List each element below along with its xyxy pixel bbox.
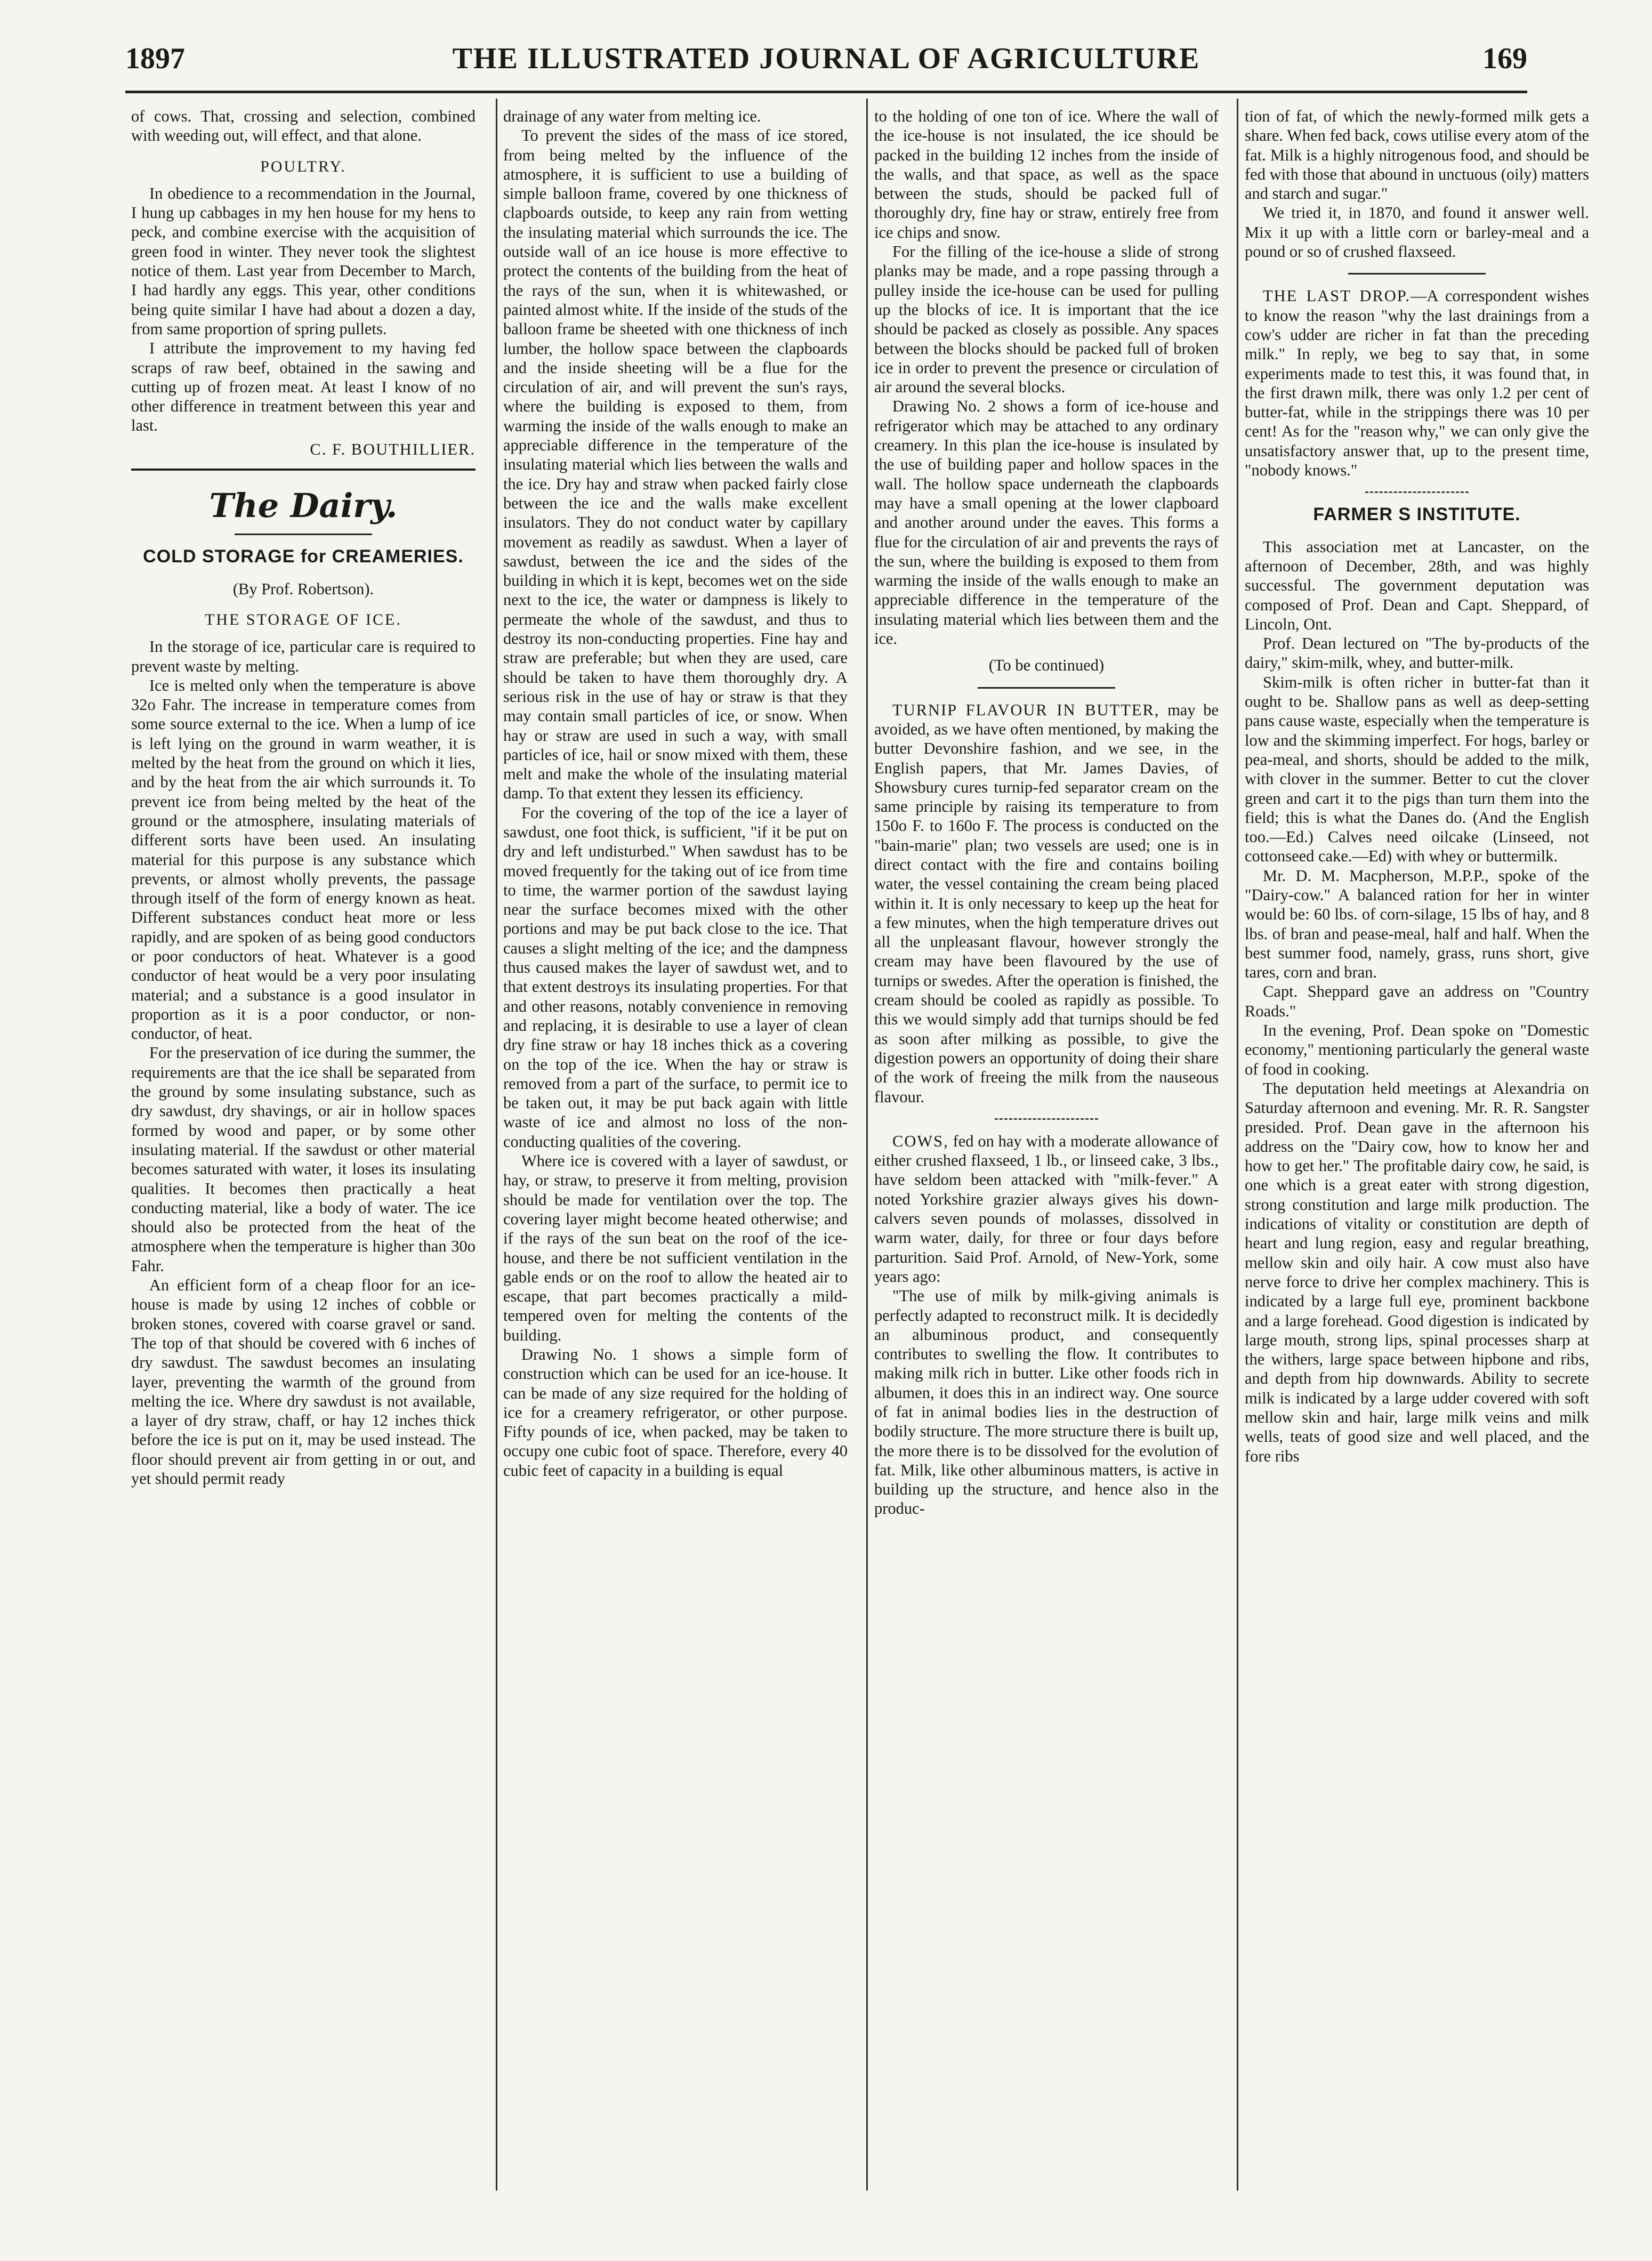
subheading-storage-of-ice: THE STORAGE OF ICE. [205,610,402,628]
paragraph: Drawing No. 2 shows a form of ice-house and refrigerator which may be attached to any ordinary creamery. In this plan the ice-house is insulated by the use of building paper and hollow spaces in the wall. The hollow space underneath the clapboards may have a small opening at the lower clapboard and another around under the eaves. This forms a flue for the circulation of air and prevents the rays of the sun, where the building is exposed to them from warming the inside of the walls enough to make an appreciable difference in the temperature of the insulating material which lies between them and the ice. [874,397,1219,648]
author-signature: C. F. BOUTHILLIER. [310,440,476,458]
column-1 [131,107,476,2196]
section-rule [1365,491,1469,493]
page-number: 169 [1482,42,1527,75]
paragraph: Skim-milk is often richer in butter-fat than it ought to be. Shallow pans as well as deep-setting pans cause waste, especially when the temperature is low and the skimming imperfect. For hogs, barley or pea-meal, and shorts, should be added to the milk, with clover in the summer. Better to cut the clover green and cart it to the pigs than turn them into the field; this is what the Danes do. (And the English too.—Ed.) Calves need oilcake (Linseed, not cottonseed cake.—Ed) with whey or buttermilk. [1245,673,1589,866]
article-lead-last-drop: THE LAST DROP. [1263,287,1411,305]
paragraph: may be avoided, as we have often mentioned, by making the butter Devonshire fashion, and we see, in the English papers, that Mr. James Davies, of Showsbury cures turnip-fed separator cream on the same principle by raising its temperature to from 150o F. to 160o F. The process is conducted on the "bain-marie" plan; two vessels are used; one is in direct contact with the fire and contains boiling water, the vessel containing the cream being placed within it. It is only necessary to keep up the heat for a few minutes, when the high temperature drives out all the unpleasant flavour, however strongly the cream may have been flavoured by the use of turnips or swedes. After the operation is finished, the cream should be cooled as rapidly as possible. To this we would simply add that turnips should be fed as soon after milking as possible, to give the digestion powers an opportunity of doing their share of the work of freeing the milk from the nauseous flavour. [874,700,1219,1106]
header-year: 1897 [125,42,185,75]
section-rule [1348,273,1486,274]
paragraph: For the covering of the top of the ice a layer of sawdust, one foot thick, is sufficient, "if it be put on dry and left undisturbed." When sawdust has to be moved frequently for the taking out of ice from time to time, the warmer portion of the sawdust laying near the surface becomes mixed with the other portions and may be put back close to the ice. That causes a slight melting of the ice; and the dampness thus caused makes the layer of sawdust wet, and to that extent destroys its insulating properties. For that and other reasons, notably convenience in removing and replacing, it is desirable to use a layer of clean dry fine straw or hay 18 inches thick as a covering on the top of the ice. When the hay or straw is removed from a part of the surface, to permit ice to be taken out, it may be put back again with little waste of ice and almost no loss of the non-conducting qualities of the covering. [503,803,848,1151]
paragraph: Prof. Dean lectured on "The by-products of the dairy," skim-milk, whey, and butter-milk. [1245,634,1589,672]
paragraph: I attribute the improvement to my having fed scraps of raw beef, obtained in the sawing and cutting up of frozen meat. At least I know of no other difference in treatment between this year and last. [131,339,476,435]
header-rule [125,91,1527,93]
journal-title: THE ILLUSTRATED JOURNAL OF AGRICULTURE [452,42,1200,75]
paragraph: Drawing No. 1 shows a simple form of construction which can be used for an ice-house. It can be made of any size required for the holding of ice for a creamery refrigerator, or other purpose. Fifty pounds of ice, when packed, may be taken to occupy one cubic foot of space. Therefore, every 40 cubic feet of capacity in a building is equal [503,1345,848,1480]
paragraph: tion of fat, of which the newly-formed milk gets a share. When fed back, cows utilise every atom of the fat. Milk is a highly nitrogenous food, and should be fed with those that abound in unctuous (oily) matters and starch and sugar." [1245,107,1589,203]
article-title-farmers-institute: FARMER S INSTITUTE. [1313,504,1521,525]
paragraph: A correspondent wishes to know the reason "why the last drainings from a cow's udder are richer in fat than the preceding milk." In reply, we beg to say that, in some experiments made to test this, it was found that, in the first drawn milk, there was only 1.2 per cent of butter-fat, while in the strippings there was 10 per cent! As for the "reason why," we can only give the unsatisfactory answer that, up to the present time, "nobody knows." [1245,287,1589,480]
paragraph: fed on hay with a moderate allowance of either crushed flaxseed, 1 lb., or linseed cake, 3 lbs., have seldom been attacked with "milk-fever." A noted Yorkshire grazier always gives his down-calvers seven pounds of molasses, dissolved in warm water, daily, for three or four days before parturition. Said Prof. Arnold, of New-York, some years ago: [874,1132,1219,1286]
column-2 [503,107,848,2196]
paragraph: In the evening, Prof. Dean spoke on "Domestic economy," mentioning particularly the general waste of food in cooking. [1245,1021,1589,1078]
article-lead-turnip: TURNIP FLAVOUR IN BUTTER, [892,700,1160,719]
paragraph: In the storage of ice, particular care is required to prevent waste by melting. [131,637,476,675]
byline: (By Prof. Robertson). [232,579,374,598]
paragraph: For the preservation of ice during the summer, the requirements are that the ice shall be separated from the ground by some insulating substance, such as dry sawdust, dry shavings, or air in hollow spaces formed by wood and paper, or by some other insulating material. If the sawdust or other material becomes saturated with water, it loses its insulating qualities. It becomes then practically a heat conducting material, like a body of water. The ice should also be protected from the heat of the atmosphere when the temperature is higher than 30o Fahr. [131,1044,476,1275]
article-title-cold-storage: COLD STORAGE for CREAMERIES. [143,546,464,567]
column-divider [866,99,868,2191]
paragraph: "The use of milk by milk-giving animals is perfectly adapted to reconstruct milk. It is decidedly an albuminous product, and consequently contributes to swelling the flow. It contributes to making milk rich in butter. Like other foods rich in albumen, it does this in an indirect way. One source of fat in animal bodies lies in the destruction of bodily structure. The more structure there is built up, the more there is to be dissolved for the evolution of fat. Milk, like other albuminous matters, is active in building up the structure, and hence also in the produc- [874,1287,1219,1518]
section-title-dairy: The Dairy. [209,486,398,526]
column-divider [1237,99,1238,2191]
paragraph: Mr. D. M. Macpherson, M.P.P., spoke of the "Dairy-cow." A balanced ration for her in winter would be: 60 lbs. of corn-silage, 15 lbs of hay, and 8 lbs. of bran and pease-meal, half and half. When the best summer food, namely, grass, runs short, give tares, corn and bran. [1245,866,1589,982]
paragraph: For the filling of the ice-house a slide of strong planks may be made, and a rope passing through a pulley inside the ice-house can be used for pulling up the blocks of ice. It is important that the ice should be packed as closely as possible. Any spaces between the blocks should be packed full of broken ice in order to prevent the presence or circulation of air around the several blocks. [874,243,1219,397]
paragraph: An efficient form of a cheap floor for an ice-house is made by using 12 inches of cobble or broken stones, covered with coarse gravel or sand. The top of that should be covered with 6 inches of dry sawdust. The sawdust becomes an insulating layer, preventing the warmth of the ground from melting the ice. Where dry sawdust is not available, a layer of dry straw, chaff, or hay 12 inches thick before the ice is put on it, may be used instead. The floor should prevent air from getting in or out, and yet should permit ready [131,1276,476,1488]
paragraph: We tried it, in 1870, and found it answer well. Mix it up with a little corn or barley-meal and a pound or so of crushed flaxseed. [1245,204,1589,261]
paragraph: This association met at Lancaster, on the afternoon of December, 28th, and was highly successful. The government deputation was composed of Prof. Dean and Capt. Sheppard, of Lincoln, Ont. [1245,537,1589,633]
section-rule [235,534,372,535]
column-divider [496,99,497,2191]
paragraph: of cows. That, crossing and selection, combined with weeding out, will effect, and that alone. [131,107,476,145]
paragraph: The deputation held meetings at Alexandria on Saturday afternoon and evening. Mr. R. R. Sangster presided. Prof. Dean gave in the afternoon his address on the "Dairy cow, how to know her and how to get her." The profitable dairy cow, he said, is one which is a great eater with strong digestion, strong constitution and large milk production. The indications of vitality or constitution are depth of heart and lung region, easy and regular breathing, mellow skin and oily hair. A cow must also have nerve force to drive her complex machinery. This is indicated by a large full eye, prominent backbone and a large forehead. Good digestion is indicated by large mouth, strong lips, spinal processes sharp at the withers, large space between hipbone and ribs, and depth from hip downwards. Ability to secrete milk is indicated by a large udder covered with soft mellow skin and hair, large milk veins and milk wells, teats of good size and well placed, and the fore ribs [1245,1079,1589,1465]
column-3 [874,107,1219,2196]
paragraph: Ice is melted only when the temperature is above 32o Fahr. The increase in temperature comes from some source external to the ice. When a lump of ice is left lying on the ground in warm weather, it is melted by the heat from the ground on which it lies, and by the heat from the air which surrounds it. To prevent ice from being melted by the heat of the ground or the atmosphere, insulating materials of different sorts have been used. An insulating material for this purpose is any substance which prevents, or almost wholly prevents, the passage through itself of the form of energy known as heat. Different substances conduct heat more or less rapidly, and are spoken of as being good conductors or poor conductors of heat. Whatever is a good conductor of heat would be a very poor insulating material; and a substance is a good insulator in proportion as it is a poor conductor, or non-conductor, of heat. [131,676,476,1043]
continued-note: (To be continued) [988,656,1105,675]
paragraph: to the holding of one ton of ice. Where the wall of the ice-house is not insulated, the ice should be packed in the building 12 inches from the inside of the walls, and that space, as well as the space between the studs, should be packed full of thoroughly dry, fine hay or straw, entirely free from ice chips and snow. [874,107,1219,241]
section-rule [995,1118,1098,1120]
paragraph: In obedience to a recommendation in the Journal, I hung up cabbages in my hen house for my hens to peck, and combine exercise with the acquisition of green food in winter. They never took the slightest notice of them. Last year from December to March, I had hardly any eggs. This year, other conditions being quite similar I have had about a dozen a day, from same proportion of spring pullets. [131,184,476,338]
section-rule [131,469,476,471]
paragraph: Where ice is covered with a layer of sawdust, or hay, or straw, to preserve it from melting, provision should be made for ventilation over the top. The covering layer might become heated otherwise; and if the rays of the sun beat on the roof of the ice-house, and there be not sufficient ventilation in the gable ends or on the roof to allow the heated air to escape, that part becomes practically a mild-tempered oven for melting the contents of the building. [503,1152,848,1344]
page-header [125,42,1527,90]
paragraph: To prevent the sides of the mass of ice stored, from being melted by the influence of the atmosphere, it is sufficient to use a building of simple balloon frame, covered by one thickness of clapboards outside, to keep any rain from wetting the insulating material which surrounds the ice. The outside wall of an ice house is more effective to protect the contents of the building from the heat of the rays of the sun, when it is whitewashed, or painted almost white. If the inside of the studs of the balloon frame be sheeted with one thickness of inch lumber, the hollow space between the clapboards and the inside sheeting will be a flue for the circulation of air, and will prevent the sun's rays, where the building is exposed to them, from warming the inside of the walls enough to make an appreciable difference in the temperature of the insulating material which lies between the walls and the ice. Dry hay and straw when packed fairly close between the ice and the walls make excellent insulators. They do not conduct water by capillary movement as readily as sawdust. When a layer of sawdust, between the ice and the sides of the building in which it is kept, becomes wet on the side next to the ice, the water or dampness is likely to permeate the whole of the sawdust, and thus to destroy its non-conducting properties. Fine hay and straw are preferable; but when they are used, care should be taken to have them thoroughly dry. A serious risk in the use of hay or straw is that they may contain small particles of ice, or snow. When hay or straw are used in such a way, with small particles of ice, hail or snow mixed with them, these melt and make the whole of the insulating material damp. To that extent they lessen its efficiency. [503,126,848,803]
paragraph: drainage of any water from melting ice. [503,107,761,125]
paragraph: Capt. Sheppard gave an address on "Country Roads." [1245,982,1589,1020]
section-heading-poultry: POULTRY. [260,157,346,175]
article-lead-cows: COWS, [892,1132,949,1150]
column-4: tion of fat, of which the newly-formed milk gets a share. When fed back, cows utilise every atom of the fat. Milk is a highly nitrogenous food, and should be fed with those that abound in unctuous (oily) matters and starch and sugar." We tried it, in 1870, and found it answer well. Mix it up with a little corn or barley-meal and a pound or so of crushed flaxseed. THE LAST DROP.—A correspondent wishes to know the reason "why the last drainings from a cow's udder are richer in fat than the preceding milk." In reply, we beg to say that, in some experiments made to test this, it was found that, in the first drawn milk, there was only 1.2 per cent of butter-fat, while in the strippings there was 10 per cent! As for the "reason why," we can only give the unsatisfactory answer that, up to the present time, "nobody knows." FARMER S INSTITUTE. This association met at Lancaster, on the afternoon of December, 28th, and was highly successful. The government deputation was composed of Prof. Dean and Capt. Sheppard, of Lincoln, Ont. Prof. Dean lectured on "The by-products of the dairy," skim-milk, whey, and butter-milk. Skim-milk is often richer in butter-fat than it ought to be. Shallow pans as well as deep-setting pans cause waste, especially when the temperature is low and the skimming imperfect. For hogs, barley or pea-meal, and shorts, should be added to the milk, with clover in the summer. Better to cut the clover green and cart it to the pigs than turn them into the field; this is what the Danes do. (And the English too.—Ed.) Calves need oilcake (Linseed, not cottonseed cake.—Ed) with whey or buttermilk. Mr. D. M. Macpherson, M.P.P., spoke of the "Dairy-cow." A balanced ration for her in winter would be: 60 lbs. of corn-silage, 15 lbs of hay, and 8 lbs. of bran and pease-meal, half and half. When the best summer food, namely, grass, runs short, give tares, corn and bran. Capt. Sheppard gave an address on "Country Roads." In the evening, Prof. Dean spoke on "Domestic economy," mentioning particularly the general waste of food in cooking. The deputation held meetings at Alexandria on Saturday afternoon and evening. Mr. R. R. Sangster presided. Prof. Dean gave in the afternoon his address on the "Dairy cow, how to know her and how to get her." The profitable dairy cow, he said, is one which is a great eater with strong digestion, strong constitution and large milk production. The indications of vitality or constitution are depth of heart and lung region, easy and regular breathing, mellow skin and oily hair. A cow must also have nerve force to drive her complex machinery. This is indicated by a large full eye, prominent backbone and a large forehead. Good digestion is indicated by large mouth, strong lips, spinal processes sharp at the withers, large space between hipbone and ribs, and depth from hip downwards. Ability to secrete milk is indicated by a large udder covered with soft mellow skin and hair, large milk veins and milk wells, teats of good size and well placed, and the fore ribs [1245,107,1589,1465]
section-rule [978,687,1115,689]
